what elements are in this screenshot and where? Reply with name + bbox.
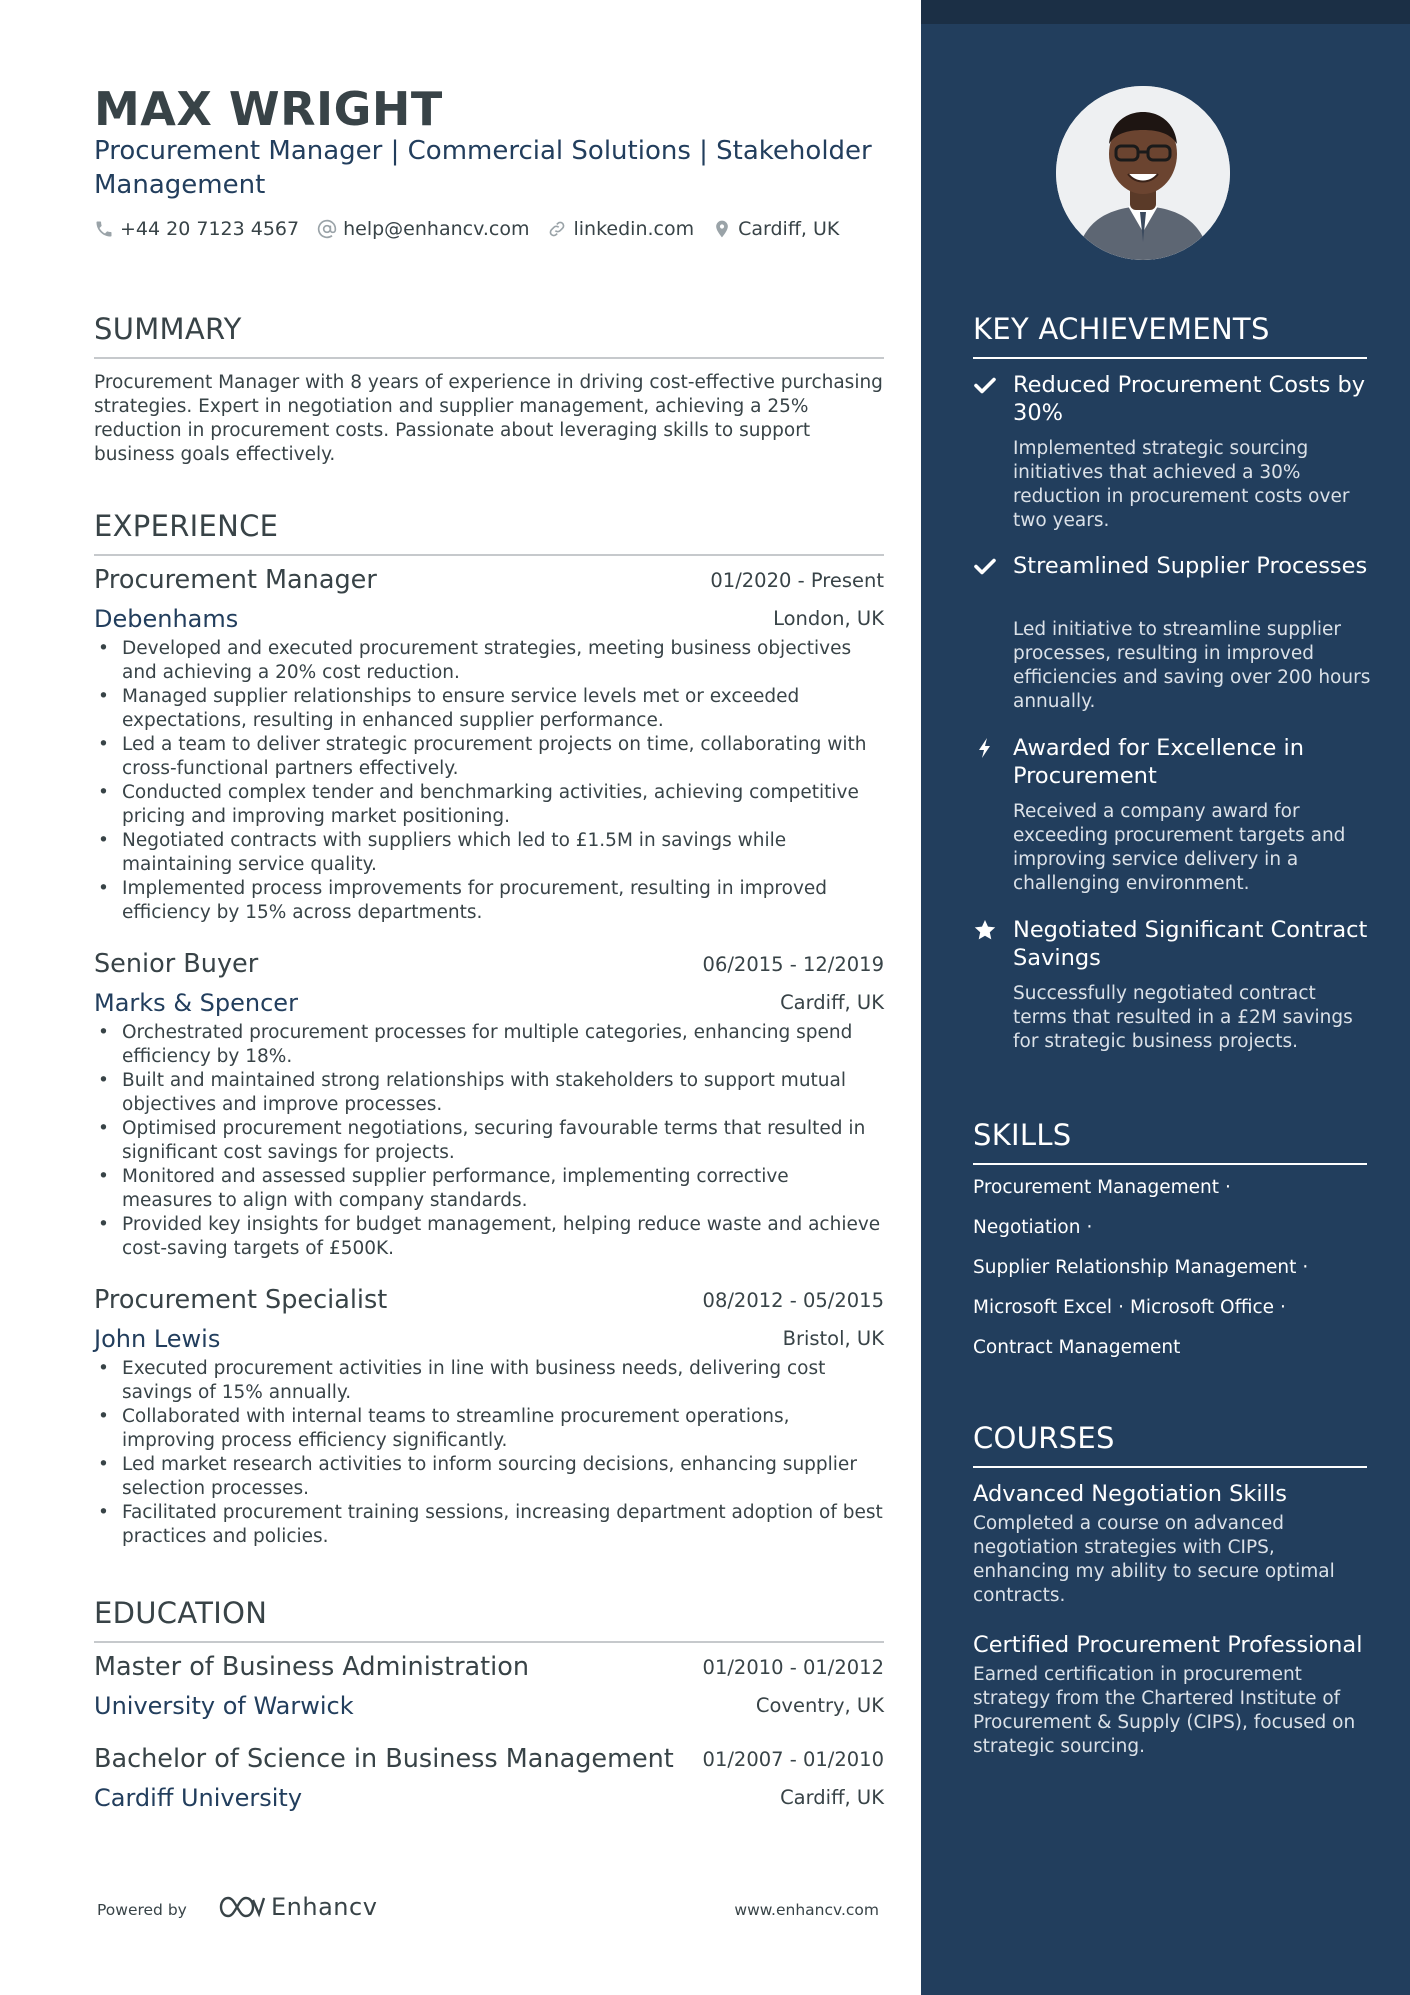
enhancv-logo[interactable] xyxy=(217,1893,377,1921)
bullet-item: • Orchestrated procurement processes for multiple categories, enhancing spend efficiency by 18%. xyxy=(94,1021,884,1069)
job-location: Cardiff, UK xyxy=(780,991,884,1014)
job-dates: 08/2012 - 05/2015 xyxy=(702,1289,884,1312)
skill-tag: Microsoft Excel xyxy=(973,1297,1113,1318)
contact-phone-text: +44 20 7123 4567 xyxy=(120,218,300,240)
powered-by-label: Powered by xyxy=(97,1901,187,1919)
experience-divider xyxy=(94,554,884,556)
experience-entry xyxy=(94,1285,884,1549)
achievement-description: Successfully negotiated contract terms that resulted in a £2M savings for strategic business projects. xyxy=(1013,983,1353,1052)
course-description: Completed a course on advanced negotiation strategies with CIPS, enhancing my ability to secure optimal contracts. xyxy=(973,1513,1335,1606)
contact-email[interactable] xyxy=(317,218,529,240)
job-bullets xyxy=(94,1021,884,1261)
job-location: London, UK xyxy=(773,607,884,630)
job-location: Bristol, UK xyxy=(782,1327,884,1350)
job-dates: 06/2015 - 12/2019 xyxy=(702,953,884,976)
skills-heading: SKILLS xyxy=(973,1118,1072,1152)
contact-email-text: help@enhancv.com xyxy=(343,218,530,240)
job-bullets xyxy=(94,1357,884,1549)
school-location: Cardiff, UK xyxy=(780,1786,884,1809)
checkmark-icon xyxy=(973,373,997,397)
summary-heading: SUMMARY xyxy=(94,312,242,346)
achievement-description: Led initiative to streamline supplier processes, resulting in improved efficiencies and saving over 200 hours annually. xyxy=(1013,619,1371,712)
website-link[interactable]: www.enhancv.com xyxy=(734,1901,879,1919)
bullet-item: • Monitored and assessed supplier performance, implementing corrective measures to align with company standards. xyxy=(94,1165,884,1213)
bullet-item: • Conducted complex tender and benchmarking activities, achieving competitive pricing and improving market positioning. xyxy=(94,781,884,829)
phone-icon xyxy=(94,219,114,239)
footer xyxy=(97,1893,879,1927)
contact-linkedin-text: linkedin.com xyxy=(573,218,695,240)
job-title: Procurement Manager xyxy=(94,565,377,595)
experience-entry xyxy=(94,949,884,1261)
enhancv-brand-text: Enhancv xyxy=(271,1893,378,1921)
job-bullets xyxy=(94,637,884,925)
skills-list: Procurement Management · Negotiation · Supplier Relationship Management · Microsoft Excel · Microsoft Office · Contract Management xyxy=(973,1177,1309,1358)
degree-name: Bachelor of Science in Business Management xyxy=(94,1744,674,1774)
bullet-item: • Built and maintained strong relationships with stakeholders to support mutual objectives and improve processes. xyxy=(94,1069,884,1117)
bullet-item: • Provided key insights for budget management, helping reduce waste and achieve cost-saving targets of £500K. xyxy=(94,1213,884,1261)
courses-divider xyxy=(973,1466,1367,1468)
skill-tag: Supplier Relationship Management xyxy=(973,1257,1297,1278)
course-description: Earned certification in procurement strategy from the Chartered Institute of Procurement & Supply (CIPS), focused on strategic sourcing. xyxy=(973,1664,1356,1757)
courses-heading: COURSES xyxy=(973,1421,1115,1455)
sidebar xyxy=(921,0,1410,1995)
job-title: Senior Buyer xyxy=(94,949,259,979)
course-item xyxy=(973,1480,1373,1608)
contact-phone[interactable] xyxy=(94,218,299,240)
headline: Procurement Manager | Commercial Solutions | Stakeholder Management xyxy=(94,136,872,200)
sidebar-top-band xyxy=(921,0,1410,24)
skills-divider xyxy=(973,1163,1367,1165)
bullet-item: • Collaborated with internal teams to streamline procurement operations, improving process efficiency significantly. xyxy=(94,1405,884,1453)
achievement-title: Reduced Procurement Costs by 30% xyxy=(1013,372,1366,426)
school-name: Cardiff University xyxy=(94,1784,303,1812)
job-title: Procurement Specialist xyxy=(94,1285,388,1315)
bullet-item: • Optimised procurement negotiations, securing favourable terms that resulted in significant cost savings for projects. xyxy=(94,1117,884,1165)
company-name: John Lewis xyxy=(94,1325,221,1353)
degree-name: Master of Business Administration xyxy=(94,1652,530,1682)
star-icon xyxy=(973,918,997,942)
contact-location-text: Cardiff, UK xyxy=(738,218,840,240)
education-entry xyxy=(94,1652,884,1726)
experience-entry xyxy=(94,565,884,925)
contact-linkedin[interactable] xyxy=(547,218,694,240)
education-dates: 01/2007 - 01/2010 xyxy=(702,1748,884,1771)
education-entry xyxy=(94,1744,884,1818)
skill-tag: Microsoft Office xyxy=(1129,1297,1275,1318)
skill-tag: Negotiation xyxy=(973,1217,1081,1238)
checkmark-icon xyxy=(973,554,997,578)
bullet-item: • Led a team to deliver strategic procurement projects on time, collaborating with cross-functional partners effectively. xyxy=(94,733,884,781)
skill-tag: Procurement Management xyxy=(973,1177,1219,1198)
achievement-title: Awarded for Excellence in Procurement xyxy=(1013,735,1305,789)
achievement-title: Streamlined Supplier Processes xyxy=(1013,553,1368,579)
location-pin-icon xyxy=(712,219,732,239)
link-icon xyxy=(547,219,567,239)
bullet-item: • Facilitated procurement training sessions, increasing department adoption of best practices and policies. xyxy=(94,1501,884,1549)
achievements-heading: KEY ACHIEVEMENTS xyxy=(973,312,1270,346)
company-name: Debenhams xyxy=(94,605,239,633)
candidate-name: MAX WRIGHT xyxy=(94,82,443,136)
bullet-item: • Led market research activities to inform sourcing decisions, enhancing supplier selection processes. xyxy=(94,1453,884,1501)
contact-location xyxy=(712,218,839,240)
skill-tag: Contract Management xyxy=(973,1337,1181,1358)
summary-text: Procurement Manager with 8 years of experience in driving cost-effective purchasing strategies. Expert in negotiation and supplier management, achieving a 25% reduction in procurement costs. Passionate about leveraging skills to support business goals effectively. xyxy=(94,372,883,465)
experience-heading: EXPERIENCE xyxy=(94,509,279,543)
bullet-item: • Developed and executed procurement strategies, meeting business objectives and achieving a 20% cost reduction. xyxy=(94,637,884,685)
school-location: Coventry, UK xyxy=(755,1694,884,1717)
bullet-item: • Managed supplier relationships to ensure service levels met or exceeded expectations, resulting in enhanced supplier performance. xyxy=(94,685,884,733)
company-name: Marks & Spencer xyxy=(94,989,298,1017)
achievement-description: Received a company award for exceeding procurement targets and improving service delivery in a challenging environment. xyxy=(1013,801,1346,894)
bullet-item: • Executed procurement activities in line with business needs, delivering cost savings of 15% annually. xyxy=(94,1357,884,1405)
summary-divider xyxy=(94,357,884,359)
school-name: University of Warwick xyxy=(94,1692,354,1720)
profile-photo xyxy=(1056,86,1230,260)
contact-bar xyxy=(94,218,857,240)
achievements-divider xyxy=(973,357,1367,359)
achievement-title: Negotiated Significant Contract Savings xyxy=(1013,917,1368,971)
course-title: Advanced Negotiation Skills xyxy=(973,1481,1287,1507)
profile-photo-image xyxy=(1056,86,1230,260)
at-icon xyxy=(317,219,337,239)
education-heading: EDUCATION xyxy=(94,1596,268,1630)
enhancv-logo-icon xyxy=(217,1893,265,1921)
education-dates: 01/2010 - 01/2012 xyxy=(702,1656,884,1679)
course-item xyxy=(973,1631,1373,1759)
education-divider xyxy=(94,1641,884,1643)
bullet-item: • Implemented process improvements for procurement, resulting in improved efficiency by 15% across departments. xyxy=(94,877,884,925)
job-dates: 01/2020 - Present xyxy=(710,569,884,592)
achievement-description: Implemented strategic sourcing initiatives that achieved a 30% reduction in procurement costs over two years. xyxy=(1013,438,1350,531)
bullet-item: • Negotiated contracts with suppliers which led to £1.5M in savings while maintaining service quality. xyxy=(94,829,884,877)
lightning-bolt-icon xyxy=(973,736,997,760)
course-title: Certified Procurement Professional xyxy=(973,1632,1363,1658)
